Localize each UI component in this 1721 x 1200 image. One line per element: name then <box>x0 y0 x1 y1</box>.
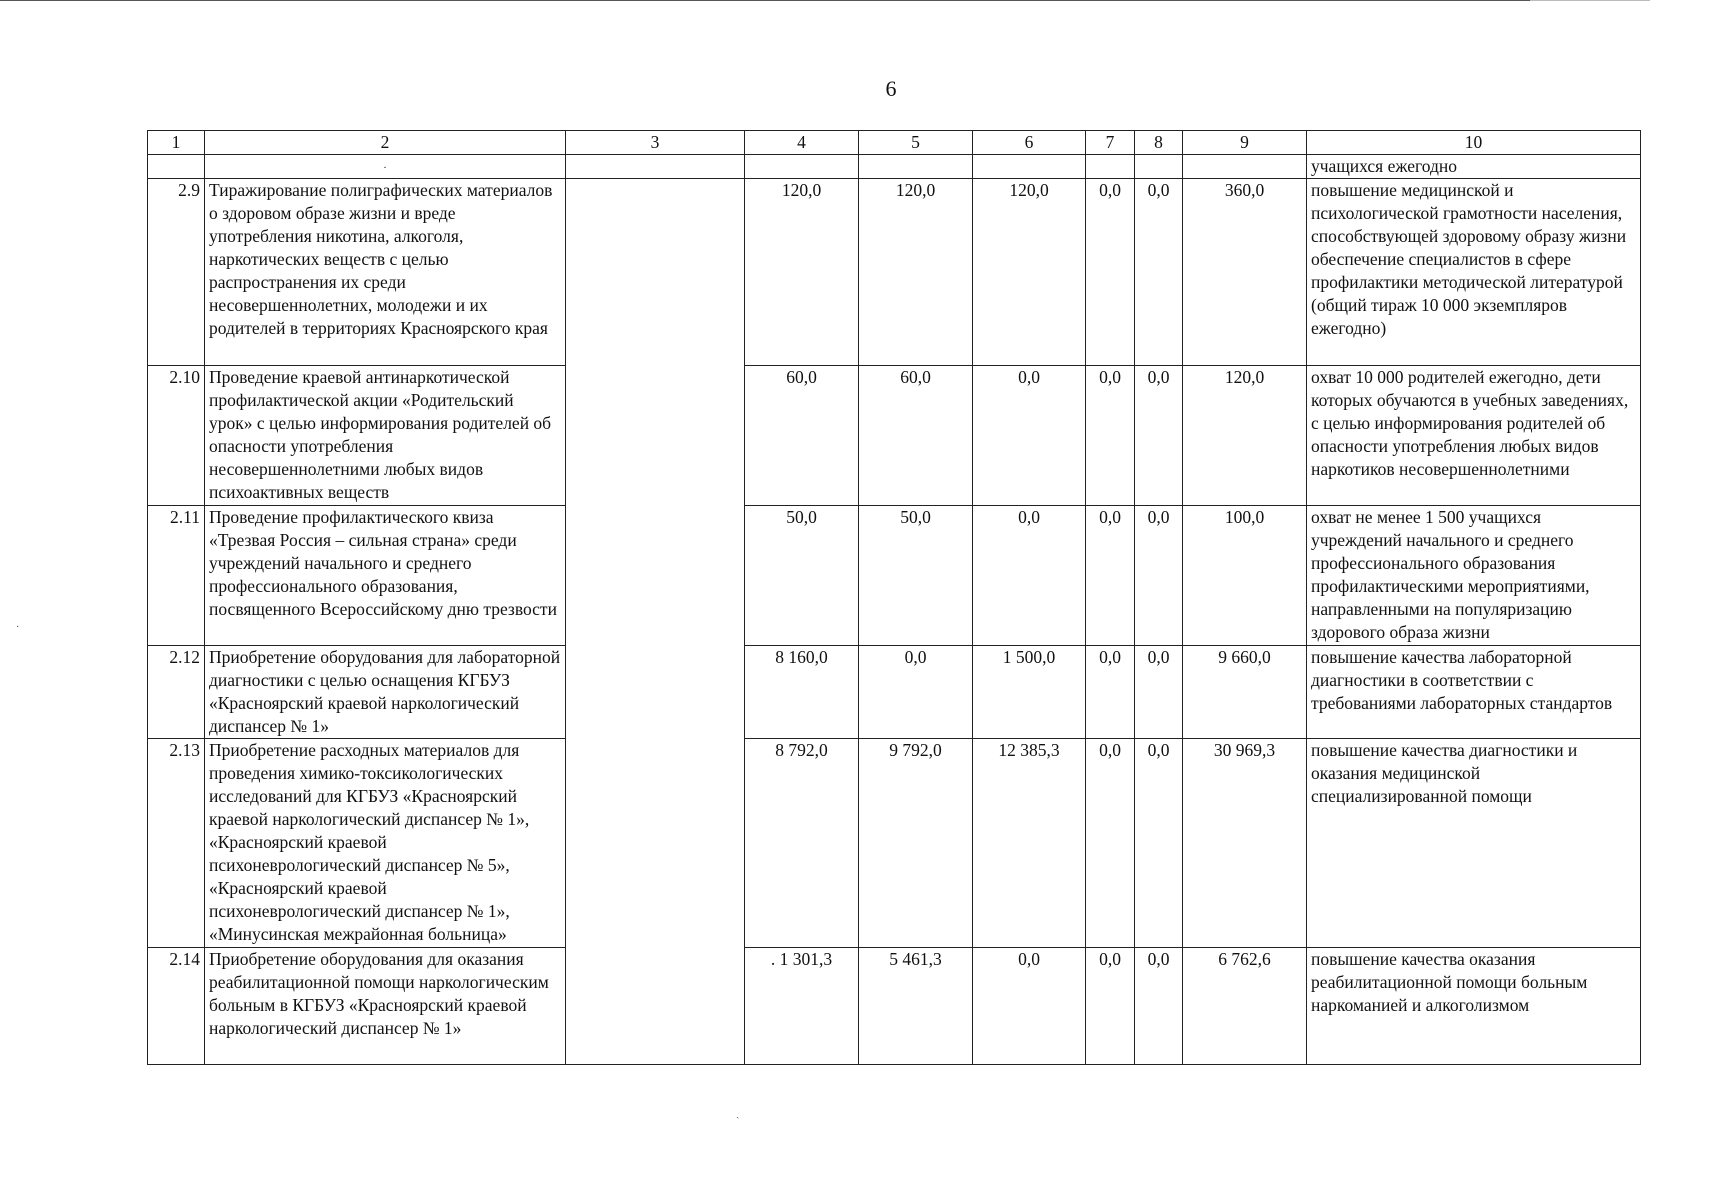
table-row <box>148 739 1641 948</box>
value-total: 30 969,3 <box>1183 739 1307 948</box>
column-header: 4 <box>745 131 859 155</box>
value-col7: 0,0 <box>1086 739 1135 948</box>
value-col6: 0,0 <box>973 948 1086 1065</box>
value-col4: 8 160,0 <box>745 646 859 739</box>
value-col8: 0,0 <box>1135 179 1183 366</box>
row-number: 2.14 <box>148 948 205 1065</box>
continuation-row <box>148 155 1641 179</box>
expected-result: повышение качества диагностики и оказания медицинской специализированной помощи <box>1307 739 1641 948</box>
value-total: 360,0 <box>1183 179 1307 366</box>
expected-result: повышение качества оказания реабилитационной помощи больным наркоманией и алкоголизмом <box>1307 948 1641 1065</box>
column-header: 2 <box>205 131 566 155</box>
row-number: 2.10 <box>148 366 205 506</box>
table-row <box>148 179 1641 366</box>
table-row <box>148 948 1641 1065</box>
expected-result: повышение качества лабораторной диагностики в соответствии с требованиями лабораторных стандартов <box>1307 646 1641 739</box>
activity-description: Проведение краевой антинаркотической профилактической акции «Родительский урок» с целью информирования родителей об опасности употребления несовершеннолетними любых видов психоактивных веществ <box>205 366 566 506</box>
row-number: 2.12 <box>148 646 205 739</box>
value-col8: 0,0 <box>1135 739 1183 948</box>
value-col8: 0,0 <box>1135 948 1183 1065</box>
value-total: 6 762,6 <box>1183 948 1307 1065</box>
value-col7: 0,0 <box>1086 948 1135 1065</box>
scan-speck: · <box>16 622 20 633</box>
responsible-cell <box>566 179 745 1065</box>
activity-description: Приобретение оборудования для оказания реабилитационной помощи наркологическим больным в КГБУЗ «Красноярский краевой наркологический диспансер № 1» <box>205 948 566 1065</box>
value-col5: 0,0 <box>859 646 973 739</box>
value-col4: 50,0 <box>745 506 859 646</box>
value-col4: . 1 301,3 <box>745 948 859 1065</box>
table-row <box>148 506 1641 646</box>
value-col4: 8 792,0 <box>745 739 859 948</box>
scan-speck: ˏ <box>736 1108 740 1119</box>
continuation-mark: . <box>205 155 566 179</box>
row-number: 2.13 <box>148 739 205 948</box>
column-header: 6 <box>973 131 1086 155</box>
program-activities-table <box>147 130 1641 1065</box>
row-number: 2.9 <box>148 179 205 366</box>
value-col8: 0,0 <box>1135 366 1183 506</box>
top-scan-border <box>0 0 1530 1</box>
column-header: 8 <box>1135 131 1183 155</box>
row-number: 2.11 <box>148 506 205 646</box>
value-col5: 60,0 <box>859 366 973 506</box>
column-number-header-row <box>148 131 1641 155</box>
value-col5: 9 792,0 <box>859 739 973 948</box>
value-col7: 0,0 <box>1086 646 1135 739</box>
column-header: 10 <box>1307 131 1641 155</box>
value-col6: 1 500,0 <box>973 646 1086 739</box>
value-col7: 0,0 <box>1086 179 1135 366</box>
value-total: 100,0 <box>1183 506 1307 646</box>
table-row <box>148 646 1641 739</box>
column-header: 9 <box>1183 131 1307 155</box>
value-col5: 5 461,3 <box>859 948 973 1065</box>
value-total: 120,0 <box>1183 366 1307 506</box>
value-col8: 0,0 <box>1135 506 1183 646</box>
column-header: 3 <box>566 131 745 155</box>
column-header: 1 <box>148 131 205 155</box>
value-col4: 60,0 <box>745 366 859 506</box>
value-col8: 0,0 <box>1135 646 1183 739</box>
continuation-result: учащихся ежегодно <box>1307 155 1641 179</box>
value-col5: 50,0 <box>859 506 973 646</box>
value-col7: 0,0 <box>1086 506 1135 646</box>
table-row <box>148 366 1641 506</box>
activity-description: Приобретение оборудования для лабораторной диагностики с целью оснащения КГБУЗ «Красноярский краевой наркологический диспансер № 1» <box>205 646 566 739</box>
activity-description: Тиражирование полиграфических материалов о здоровом образе жизни и вреде употребления никотина, алкоголя, наркотических веществ с целью распространения их среди несовершеннолетних, молодежи и их родителей в территориях Красноярского края <box>205 179 566 366</box>
expected-result: охват 10 000 родителей ежегодно, дети которых обучаются в учебных заведениях, с целью информирования родителей об опасности употребления любых видов наркотиков несовершеннолетними <box>1307 366 1641 506</box>
column-header: 5 <box>859 131 973 155</box>
value-col6: 0,0 <box>973 506 1086 646</box>
value-col6: 120,0 <box>973 179 1086 366</box>
value-col5: 120,0 <box>859 179 973 366</box>
expected-result: охват не менее 1 500 учащихся учреждений начального и среднего профессионального образования профилактическими мероприятиями, направленными на популяризацию здорового образа жизни <box>1307 506 1641 646</box>
activity-description: Приобретение расходных материалов для проведения химико-токсикологических исследований для КГБУЗ «Красноярский краевой наркологический диспансер № 1», «Красноярский краевой психоневрологический диспансер № 5», «Красноярский краевой психоневрологический диспансер № 1», «Минусинская межрайонная больница» <box>205 739 566 948</box>
value-col4: 120,0 <box>745 179 859 366</box>
expected-result: повышение медицинской и психологической грамотности населения, способствующей здоровому образу жизни обеспечение специалистов в сфере профилактики методической литературой (общий тираж 10 000 экземпляров ежегодно) <box>1307 179 1641 366</box>
activity-description: Проведение профилактического квиза «Трезвая Россия – сильная страна» среди учреждений начального и среднего профессионального образования, посвященного Всероссийскому дню трезвости <box>205 506 566 646</box>
value-total: 9 660,0 <box>1183 646 1307 739</box>
value-col7: 0,0 <box>1086 366 1135 506</box>
value-col6: 12 385,3 <box>973 739 1086 948</box>
top-scan-border-faint <box>1530 0 1650 1</box>
column-header: 7 <box>1086 131 1135 155</box>
value-col6: 0,0 <box>973 366 1086 506</box>
page-number: 6 <box>885 76 897 101</box>
